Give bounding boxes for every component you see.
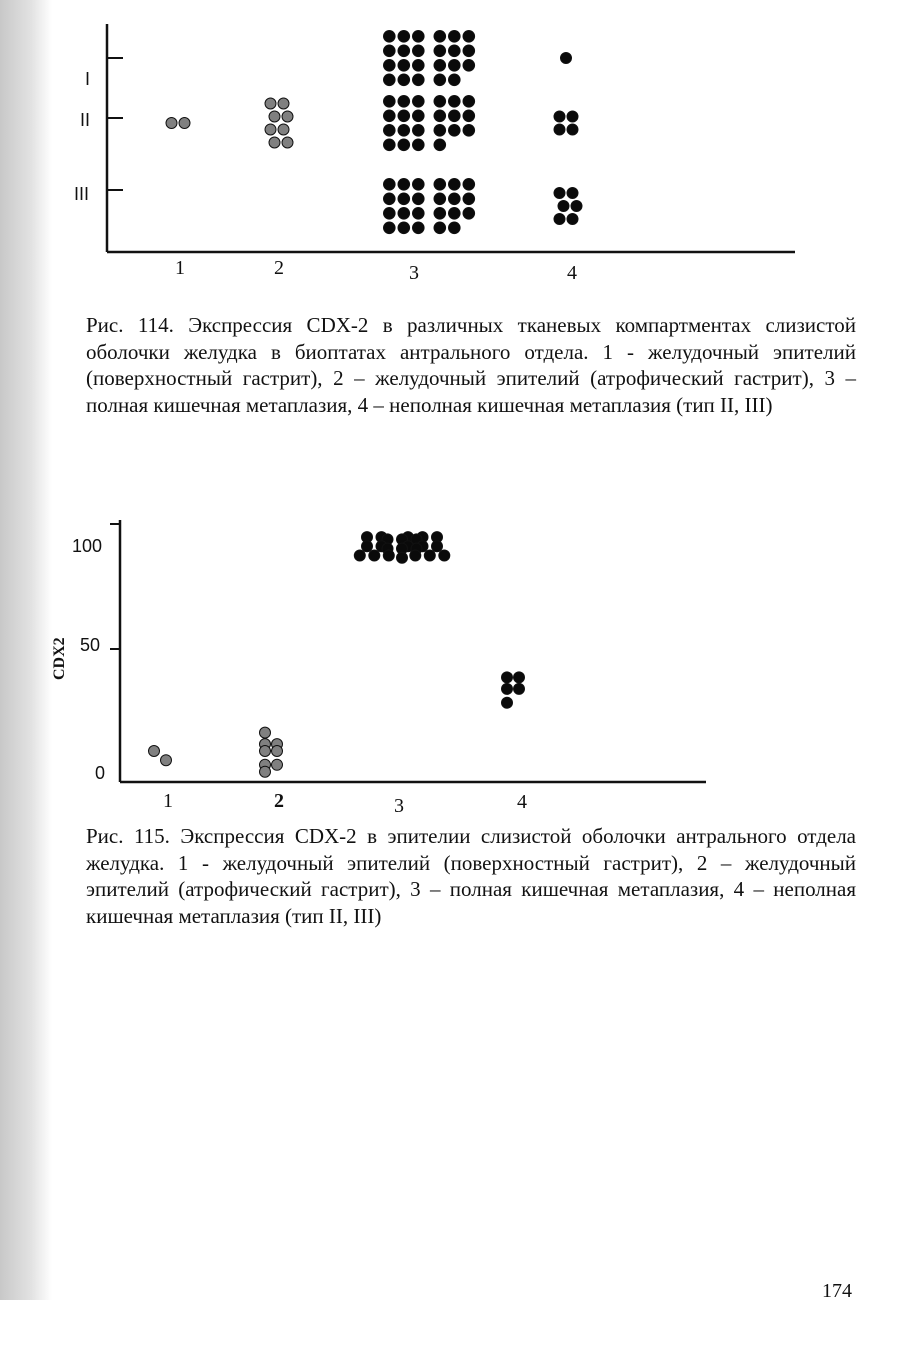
- page-number: 174: [822, 1280, 852, 1302]
- figure-115-x-tick-label: 3: [394, 795, 404, 817]
- figure-114-x-tick-label: 2: [274, 257, 284, 279]
- figure-114-point: [449, 222, 461, 234]
- figure-114-x-tick-label: 3: [409, 262, 419, 284]
- figure-114-point: [166, 118, 177, 129]
- figure-114-point: [269, 137, 280, 148]
- figure-114-point: [398, 208, 410, 220]
- figure-114-point: [384, 222, 396, 234]
- figure-114-point: [384, 60, 396, 72]
- figure-114-point: [413, 125, 425, 137]
- figure-114-point: [449, 31, 461, 43]
- figure-114-y-tick-label: I: [85, 69, 91, 89]
- figure-114-point: [413, 96, 425, 108]
- figure-114-point: [463, 31, 475, 43]
- figure-114-point: [554, 111, 565, 122]
- figure-114-point: [463, 193, 475, 205]
- figure-114-point: [398, 125, 410, 137]
- figure-115-point: [149, 746, 160, 757]
- figure-115-point: [424, 550, 435, 561]
- figure-115-axes: [51, 520, 706, 817]
- figure-114-point: [434, 125, 446, 137]
- figure-115-y-axis-title: CDX2: [51, 637, 68, 680]
- figure-114-point: [449, 179, 461, 191]
- figure-114-point: [413, 222, 425, 234]
- figure-114-point: [413, 45, 425, 57]
- figure-114-point: [384, 96, 396, 108]
- figure-114-point: [384, 193, 396, 205]
- figure-115-x-tick-label: 1: [163, 790, 173, 812]
- figure-114-point: [463, 110, 475, 122]
- figure-114-point: [449, 74, 461, 86]
- figure-114-point: [463, 208, 475, 220]
- figure-115-point: [354, 550, 365, 561]
- figure-114-point: [413, 193, 425, 205]
- figure-115-point: [410, 550, 421, 561]
- figure-114-point: [449, 96, 461, 108]
- figure-114-point: [269, 111, 280, 122]
- figure-114-point: [434, 222, 446, 234]
- figure-115-x-tick-label: 4: [517, 791, 527, 813]
- figure-114-point: [413, 60, 425, 72]
- figure-114-point: [179, 118, 190, 129]
- figure-114-point: [449, 208, 461, 220]
- figure-114-caption: Рис. 114. Экспрессия CDX-2 в различных тканевых компартментах слизистой оболочки желудка в биоптатах антрального отдела. 1 - желудочный эпителий (поверхностный гастрит), 2 – желудочный эпителий (атрофический гастрит), 3 – полная кишечная метаплазия, 4 – неполная кишечная метаплазия (тип II, III): [86, 313, 856, 417]
- figure-114-point: [434, 208, 446, 220]
- figure-114-y-tick-label: III: [74, 184, 90, 204]
- figure-114-point: [567, 124, 578, 135]
- figure-114-point: [463, 45, 475, 57]
- figure-115-points: [149, 532, 525, 778]
- figure-114-point: [413, 74, 425, 86]
- figure-114-x-tick-label: 1: [175, 257, 185, 279]
- figure-114-point: [434, 139, 446, 151]
- figure-114-point: [278, 98, 289, 109]
- figure-114-point: [434, 45, 446, 57]
- figure-114-point: [449, 45, 461, 57]
- figure-114-point: [449, 60, 461, 72]
- figure-115-point: [260, 766, 271, 777]
- figure-114-point: [561, 53, 572, 64]
- figure-114-point: [384, 208, 396, 220]
- figure-115-point: [260, 746, 271, 757]
- figure-114-point: [384, 179, 396, 191]
- figure-114-point: [413, 110, 425, 122]
- figure-114-point: [463, 60, 475, 72]
- figure-115-point: [362, 541, 373, 552]
- figure-115-point: [272, 759, 283, 770]
- figure-114-point: [554, 124, 565, 135]
- figure-115-point: [397, 552, 408, 563]
- figure-115-point: [514, 683, 525, 694]
- figure-115-point: [161, 755, 172, 766]
- figure-114-point: [434, 31, 446, 43]
- figure-114-point: [463, 96, 475, 108]
- figure-115-point: [432, 541, 443, 552]
- figure-114-chart: [0, 20, 910, 290]
- figure-114-point: [413, 139, 425, 151]
- figure-115-point: [260, 727, 271, 738]
- figure-114-point: [398, 222, 410, 234]
- figure-114-point: [398, 193, 410, 205]
- figure-114-point: [398, 74, 410, 86]
- figure-114-point: [278, 124, 289, 135]
- figure-114-point: [434, 74, 446, 86]
- figure-115-point: [514, 672, 525, 683]
- figure-114-point: [434, 193, 446, 205]
- figure-114-point: [398, 96, 410, 108]
- figure-114-point: [434, 179, 446, 191]
- figure-115-chart: [0, 510, 910, 820]
- figure-114-point: [282, 111, 293, 122]
- figure-114-point: [265, 124, 276, 135]
- figure-114-point: [571, 201, 582, 212]
- figure-114-point: [567, 214, 578, 225]
- figure-114-point: [554, 188, 565, 199]
- figure-115-point: [369, 550, 380, 561]
- figure-114-point: [398, 110, 410, 122]
- figure-114-points: [166, 31, 582, 234]
- figure-114-point: [434, 96, 446, 108]
- figure-115-point: [383, 550, 394, 561]
- figure-114-point: [567, 111, 578, 122]
- figure-114-y-tick-label: II: [80, 110, 91, 130]
- figure-114-point: [413, 31, 425, 43]
- figure-115-point: [502, 672, 513, 683]
- figure-115-point: [272, 746, 283, 757]
- figure-114-point: [463, 179, 475, 191]
- figure-114-point: [384, 74, 396, 86]
- figure-115-y-tick-label: 50: [80, 635, 101, 655]
- figure-114-point: [434, 60, 446, 72]
- figure-115-point: [439, 550, 450, 561]
- figure-114-point: [554, 214, 565, 225]
- figure-114-point: [384, 125, 396, 137]
- figure-114-point: [449, 110, 461, 122]
- figure-114-point: [463, 125, 475, 137]
- figure-114-x-tick-label: 4: [567, 262, 577, 284]
- figure-115-point: [502, 697, 513, 708]
- figure-115-caption: Рис. 115. Экспрессия CDX-2 в эпителии слизистой оболочки антрального отдела желудка. 1 - желудочный эпителий (поверхностный гастрит), 2 – желудочный эпителий (атрофический гастрит), 3 – полная кишечная метаплазия, 4 – неполная кишечная метаплазия (тип II, III): [86, 824, 856, 928]
- figure-114-point: [413, 208, 425, 220]
- figure-114-point: [398, 31, 410, 43]
- figure-114-point: [398, 139, 410, 151]
- figure-114-point: [558, 201, 569, 212]
- figure-114-point: [265, 98, 276, 109]
- figure-114-point: [384, 45, 396, 57]
- figure-114-point: [449, 125, 461, 137]
- figure-114-point: [398, 60, 410, 72]
- figure-114-point: [413, 179, 425, 191]
- figure-114-point: [567, 188, 578, 199]
- figure-114-point: [434, 110, 446, 122]
- figure-115-x-tick-label: 2: [274, 790, 284, 812]
- figure-114-point: [282, 137, 293, 148]
- figure-115-y-tick-label: 100: [72, 536, 103, 556]
- figure-114-point: [398, 179, 410, 191]
- figure-114-point: [384, 31, 396, 43]
- figure-114-point: [384, 139, 396, 151]
- figure-114-point: [384, 110, 396, 122]
- figure-114-point: [398, 45, 410, 57]
- figure-114-point: [449, 193, 461, 205]
- figure-115-y-tick-label: 0: [95, 763, 106, 783]
- figure-115-point: [502, 683, 513, 694]
